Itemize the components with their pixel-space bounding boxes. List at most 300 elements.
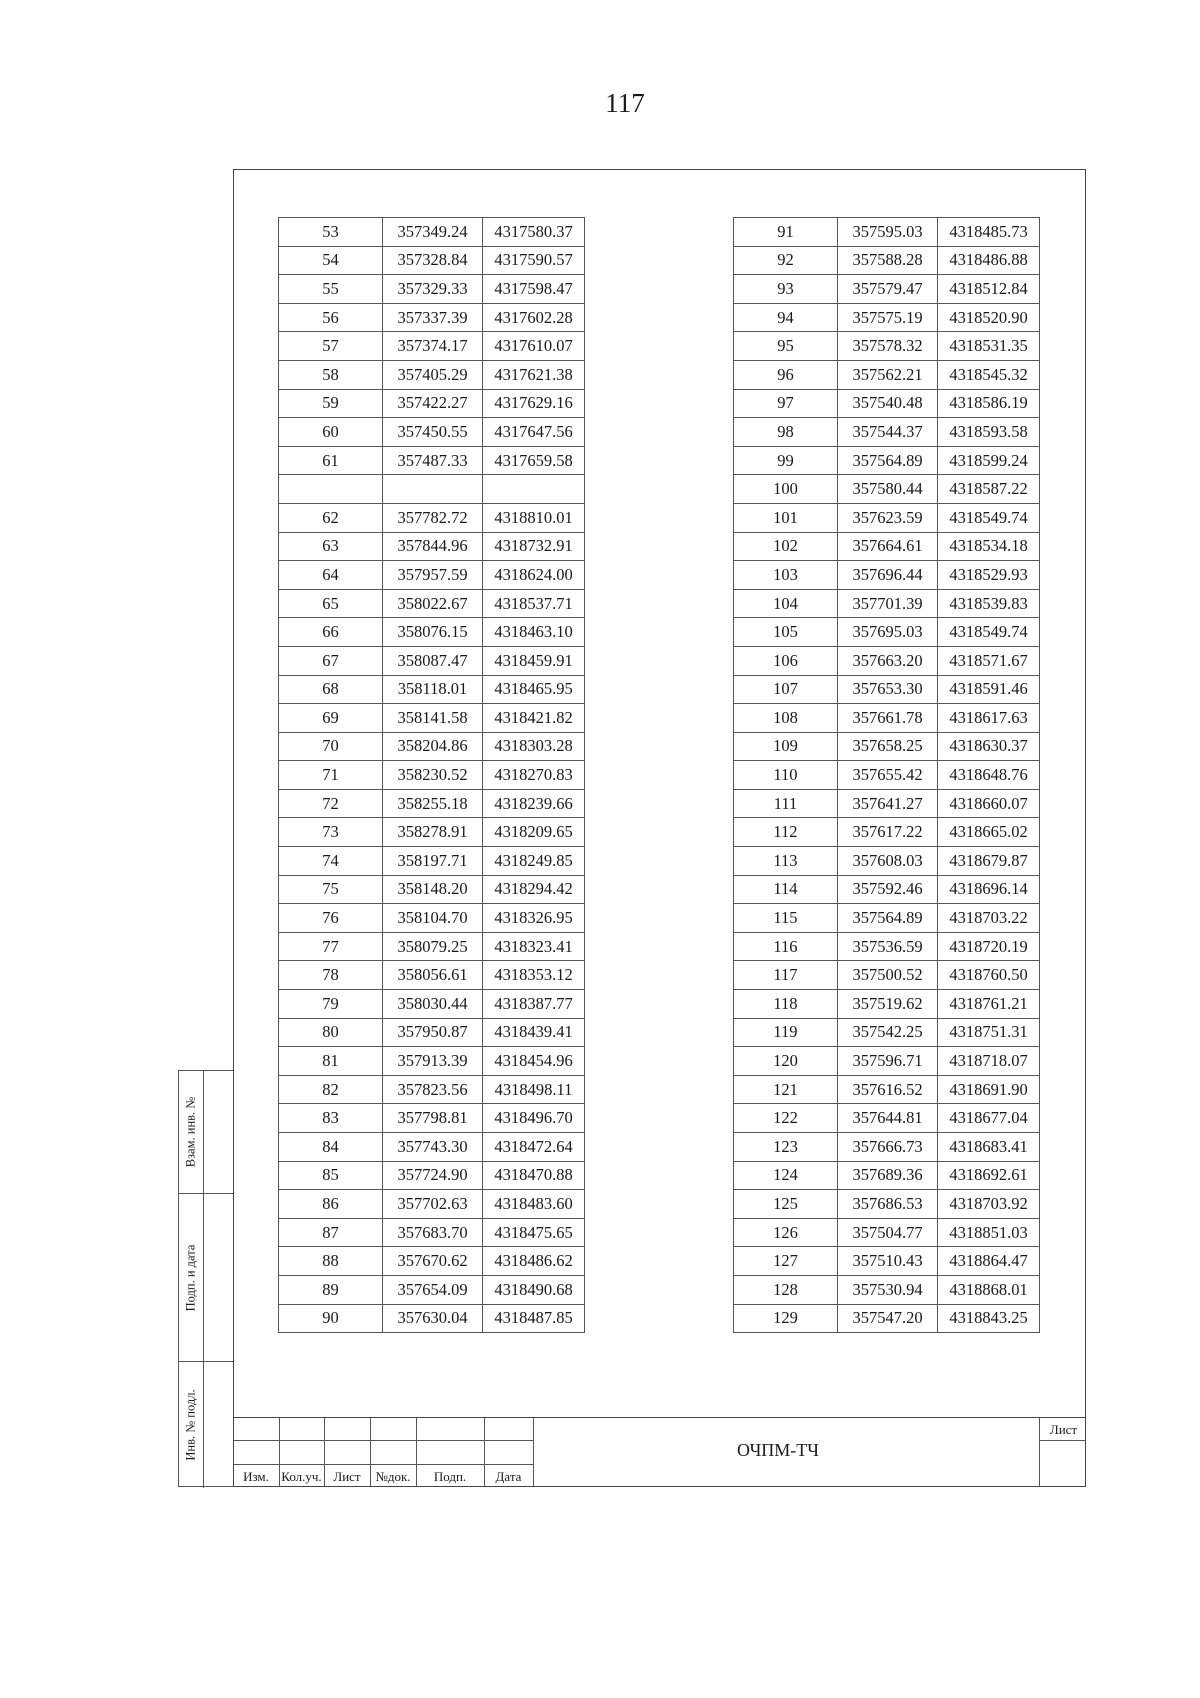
table-row — [279, 904, 585, 933]
y-coordinate-cell: 4318294.42 — [483, 875, 585, 904]
side-cell-inv — [179, 1362, 234, 1488]
point-number-cell: 119 — [734, 1018, 838, 1047]
point-number-cell: 58 — [279, 360, 383, 389]
x-coordinate-cell: 357913.39 — [383, 1047, 483, 1076]
x-coordinate-cell: 357623.59 — [838, 503, 938, 532]
y-coordinate-cell: 4318630.37 — [938, 732, 1040, 761]
point-number-cell: 87 — [279, 1218, 383, 1247]
y-coordinate-cell: 4318454.96 — [483, 1047, 585, 1076]
x-coordinate-cell: 357683.70 — [383, 1218, 483, 1247]
point-number-cell: 60 — [279, 418, 383, 447]
y-coordinate-cell: 4318703.92 — [938, 1190, 1040, 1219]
table-row — [734, 1133, 1040, 1162]
y-coordinate-cell: 4318537.71 — [483, 589, 585, 618]
point-number-cell: 92 — [734, 246, 838, 275]
point-number-cell: 117 — [734, 961, 838, 990]
y-coordinate-cell: 4318761.21 — [938, 990, 1040, 1019]
table-row — [734, 961, 1040, 990]
x-coordinate-cell: 357562.21 — [838, 360, 938, 389]
x-coordinate-cell: 358056.61 — [383, 961, 483, 990]
x-coordinate-cell: 357950.87 — [383, 1018, 483, 1047]
x-coordinate-cell — [383, 475, 483, 504]
point-number-cell: 93 — [734, 275, 838, 304]
x-coordinate-cell: 358079.25 — [383, 932, 483, 961]
x-coordinate-cell: 358278.91 — [383, 818, 483, 847]
x-coordinate-cell: 357450.55 — [383, 418, 483, 447]
point-number-cell: 53 — [279, 218, 383, 247]
table-row — [734, 875, 1040, 904]
stamp-list: Лист — [333, 1469, 361, 1484]
x-coordinate-cell: 357487.33 — [383, 446, 483, 475]
table-row — [279, 1304, 585, 1333]
x-coordinate-cell: 357422.27 — [383, 389, 483, 418]
x-coordinate-cell: 357519.62 — [838, 990, 938, 1019]
x-coordinate-cell: 357823.56 — [383, 1075, 483, 1104]
point-number-cell: 121 — [734, 1075, 838, 1104]
document-code: ОЧПМ-ТЧ — [737, 1440, 819, 1460]
table-row — [734, 1275, 1040, 1304]
x-coordinate-cell: 357575.19 — [838, 303, 938, 332]
y-coordinate-cell: 4318718.07 — [938, 1047, 1040, 1076]
x-coordinate-cell: 357617.22 — [838, 818, 938, 847]
table-row — [279, 360, 585, 389]
table-row — [279, 1161, 585, 1190]
point-number-cell: 101 — [734, 503, 838, 532]
x-coordinate-cell: 357686.53 — [838, 1190, 938, 1219]
x-coordinate-cell: 357540.48 — [838, 389, 938, 418]
y-coordinate-cell: 4318475.65 — [483, 1218, 585, 1247]
point-number-cell: 104 — [734, 589, 838, 618]
table-row — [279, 646, 585, 675]
point-number-cell: 57 — [279, 332, 383, 361]
point-number-cell: 72 — [279, 789, 383, 818]
y-coordinate-cell: 4318472.64 — [483, 1133, 585, 1162]
x-coordinate-cell: 357547.20 — [838, 1304, 938, 1333]
table-row — [734, 1218, 1040, 1247]
table-row — [279, 818, 585, 847]
x-coordinate-cell: 357530.94 — [838, 1275, 938, 1304]
point-number-cell: 94 — [734, 303, 838, 332]
y-coordinate-cell: 4318586.19 — [938, 389, 1040, 418]
point-number-cell: 78 — [279, 961, 383, 990]
x-coordinate-cell: 357724.90 — [383, 1161, 483, 1190]
point-number-cell: 111 — [734, 789, 838, 818]
table-row — [734, 1047, 1040, 1076]
y-coordinate-cell: 4317610.07 — [483, 332, 585, 361]
table-row — [734, 646, 1040, 675]
x-coordinate-cell: 357616.52 — [838, 1075, 938, 1104]
table-row — [734, 218, 1040, 247]
y-coordinate-cell: 4318421.82 — [483, 704, 585, 733]
x-coordinate-cell: 357544.37 — [838, 418, 938, 447]
y-coordinate-cell: 4318545.32 — [938, 360, 1040, 389]
point-number-cell: 86 — [279, 1190, 383, 1219]
table-row — [734, 503, 1040, 532]
y-coordinate-cell: 4317659.58 — [483, 446, 585, 475]
x-coordinate-cell: 357844.96 — [383, 532, 483, 561]
y-coordinate-cell: 4318648.76 — [938, 761, 1040, 790]
point-number-cell: 107 — [734, 675, 838, 704]
point-number-cell: 64 — [279, 561, 383, 590]
point-number-cell: 62 — [279, 503, 383, 532]
x-coordinate-cell: 357798.81 — [383, 1104, 483, 1133]
point-number-cell: 115 — [734, 904, 838, 933]
point-number-cell: 120 — [734, 1047, 838, 1076]
table-row — [734, 246, 1040, 275]
y-coordinate-cell: 4318571.67 — [938, 646, 1040, 675]
point-number-cell: 128 — [734, 1275, 838, 1304]
table-row — [734, 1247, 1040, 1276]
side-cell-podp — [179, 1194, 234, 1362]
table-row — [279, 532, 585, 561]
stamp-podp: Подп. — [433, 1469, 467, 1484]
table-row — [734, 1104, 1040, 1133]
table-row — [734, 1075, 1040, 1104]
point-number-cell: 109 — [734, 732, 838, 761]
y-coordinate-cell: 4318470.88 — [483, 1161, 585, 1190]
point-number-cell: 99 — [734, 446, 838, 475]
table-row — [279, 1047, 585, 1076]
x-coordinate-cell: 357655.42 — [838, 761, 938, 790]
table-row — [279, 1133, 585, 1162]
point-number-cell: 56 — [279, 303, 383, 332]
point-number-cell: 100 — [734, 475, 838, 504]
x-coordinate-cell: 357564.89 — [838, 446, 938, 475]
stamp-izm: Изм. — [243, 1469, 269, 1484]
x-coordinate-cell: 357663.20 — [838, 646, 938, 675]
side-label-inv: Инв. № подл. — [183, 1389, 198, 1461]
x-coordinate-cell: 357608.03 — [838, 847, 938, 876]
table-row — [279, 589, 585, 618]
y-coordinate-cell: 4318387.77 — [483, 990, 585, 1019]
x-coordinate-cell: 357661.78 — [838, 704, 938, 733]
y-coordinate-cell: 4318679.87 — [938, 847, 1040, 876]
point-number-cell: 95 — [734, 332, 838, 361]
y-coordinate-cell: 4318487.85 — [483, 1304, 585, 1333]
y-coordinate-cell: 4318353.12 — [483, 961, 585, 990]
y-coordinate-cell: 4318485.73 — [938, 218, 1040, 247]
point-number-cell: 122 — [734, 1104, 838, 1133]
x-coordinate-cell: 357782.72 — [383, 503, 483, 532]
x-coordinate-cell: 357696.44 — [838, 561, 938, 590]
point-number-cell: 83 — [279, 1104, 383, 1133]
x-coordinate-cell: 357695.03 — [838, 618, 938, 647]
coordinates-table-left — [278, 217, 585, 1333]
table-row — [279, 789, 585, 818]
x-coordinate-cell: 357504.77 — [838, 1218, 938, 1247]
y-coordinate-cell: 4318677.04 — [938, 1104, 1040, 1133]
table-row — [734, 818, 1040, 847]
x-coordinate-cell: 357595.03 — [838, 218, 938, 247]
point-number-cell: 67 — [279, 646, 383, 675]
table-row — [734, 446, 1040, 475]
table-row — [279, 990, 585, 1019]
x-coordinate-cell: 358230.52 — [383, 761, 483, 790]
x-coordinate-cell: 357666.73 — [838, 1133, 938, 1162]
y-coordinate-cell: 4318534.18 — [938, 532, 1040, 561]
point-number-cell: 102 — [734, 532, 838, 561]
table-row — [279, 218, 585, 247]
x-coordinate-cell: 357658.25 — [838, 732, 938, 761]
x-coordinate-cell: 357329.33 — [383, 275, 483, 304]
point-number-cell: 81 — [279, 1047, 383, 1076]
table-row — [279, 418, 585, 447]
point-number-cell: 123 — [734, 1133, 838, 1162]
x-coordinate-cell: 357670.62 — [383, 1247, 483, 1276]
point-number-cell: 116 — [734, 932, 838, 961]
point-number-cell: 124 — [734, 1161, 838, 1190]
stamp-ndok: №док. — [375, 1469, 411, 1484]
x-coordinate-cell: 357536.59 — [838, 932, 938, 961]
y-coordinate-cell: 4318549.74 — [938, 618, 1040, 647]
side-cell-vzam — [179, 1071, 234, 1194]
x-coordinate-cell: 357579.47 — [838, 275, 938, 304]
point-number-cell: 127 — [734, 1247, 838, 1276]
x-coordinate-cell: 357580.44 — [838, 475, 938, 504]
sheet-label: Лист — [1049, 1422, 1078, 1437]
table-row — [734, 1018, 1040, 1047]
y-coordinate-cell: 4318496.70 — [483, 1104, 585, 1133]
table-row — [734, 1304, 1040, 1333]
y-coordinate-cell: 4318864.47 — [938, 1247, 1040, 1276]
table-row — [279, 1218, 585, 1247]
x-coordinate-cell: 357743.30 — [383, 1133, 483, 1162]
point-number-cell: 105 — [734, 618, 838, 647]
x-coordinate-cell: 357701.39 — [838, 589, 938, 618]
point-number-cell: 103 — [734, 561, 838, 590]
table-row — [279, 1247, 585, 1276]
y-coordinate-cell: 4318459.91 — [483, 646, 585, 675]
side-strip — [178, 1070, 233, 1487]
table-row — [279, 675, 585, 704]
y-coordinate-cell: 4317629.16 — [483, 389, 585, 418]
y-coordinate-cell: 4317647.56 — [483, 418, 585, 447]
y-coordinate-cell: 4318270.83 — [483, 761, 585, 790]
side-label-vzam: Взам. инв. № — [183, 1096, 198, 1168]
y-coordinate-cell: 4317602.28 — [483, 303, 585, 332]
point-number-cell: 66 — [279, 618, 383, 647]
stamp-data: Дата — [495, 1469, 522, 1484]
table-row — [734, 589, 1040, 618]
point-number-cell: 85 — [279, 1161, 383, 1190]
x-coordinate-cell: 357578.32 — [838, 332, 938, 361]
x-coordinate-cell: 357588.28 — [838, 246, 938, 275]
point-number-cell: 59 — [279, 389, 383, 418]
point-number-cell: 77 — [279, 932, 383, 961]
y-coordinate-cell: 4318209.65 — [483, 818, 585, 847]
y-coordinate-cell: 4318720.19 — [938, 932, 1040, 961]
table-row — [279, 732, 585, 761]
table-row — [279, 618, 585, 647]
y-coordinate-cell: 4318593.58 — [938, 418, 1040, 447]
y-coordinate-cell: 4318486.88 — [938, 246, 1040, 275]
x-coordinate-cell: 358030.44 — [383, 990, 483, 1019]
y-coordinate-cell: 4318529.93 — [938, 561, 1040, 590]
point-number-cell: 118 — [734, 990, 838, 1019]
x-coordinate-cell: 357510.43 — [838, 1247, 938, 1276]
y-coordinate-cell: 4318703.22 — [938, 904, 1040, 933]
table-row — [279, 303, 585, 332]
table-row — [279, 932, 585, 961]
x-coordinate-cell: 358076.15 — [383, 618, 483, 647]
y-coordinate-cell: 4318760.50 — [938, 961, 1040, 990]
point-number-cell: 73 — [279, 818, 383, 847]
y-coordinate-cell: 4318665.02 — [938, 818, 1040, 847]
point-number-cell: 112 — [734, 818, 838, 847]
y-coordinate-cell: 4318512.84 — [938, 275, 1040, 304]
point-number-cell: 90 — [279, 1304, 383, 1333]
x-coordinate-cell: 357500.52 — [838, 961, 938, 990]
table-row — [279, 761, 585, 790]
table-row — [734, 732, 1040, 761]
x-coordinate-cell: 357542.25 — [838, 1018, 938, 1047]
x-coordinate-cell: 358104.70 — [383, 904, 483, 933]
side-label-podp: Подп. и дата — [183, 1244, 198, 1311]
table-row — [279, 275, 585, 304]
y-coordinate-cell: 4318498.11 — [483, 1075, 585, 1104]
y-coordinate-cell: 4318465.95 — [483, 675, 585, 704]
table-row — [734, 932, 1040, 961]
table-row — [734, 475, 1040, 504]
y-coordinate-cell: 4318868.01 — [938, 1275, 1040, 1304]
table-row — [279, 475, 585, 504]
table-row — [279, 875, 585, 904]
x-coordinate-cell: 357654.09 — [383, 1275, 483, 1304]
point-number-cell: 108 — [734, 704, 838, 733]
y-coordinate-cell: 4318483.60 — [483, 1190, 585, 1219]
y-coordinate-cell: 4318539.83 — [938, 589, 1040, 618]
y-coordinate-cell: 4318239.66 — [483, 789, 585, 818]
x-coordinate-cell: 357349.24 — [383, 218, 483, 247]
point-number-cell: 69 — [279, 704, 383, 733]
title-block — [233, 1417, 1086, 1487]
y-coordinate-cell: 4318591.46 — [938, 675, 1040, 704]
y-coordinate-cell: 4318692.61 — [938, 1161, 1040, 1190]
y-coordinate-cell: 4317621.38 — [483, 360, 585, 389]
point-number-cell: 82 — [279, 1075, 383, 1104]
y-coordinate-cell: 4318751.31 — [938, 1018, 1040, 1047]
table-row — [279, 332, 585, 361]
point-number-cell: 70 — [279, 732, 383, 761]
table-row — [734, 1190, 1040, 1219]
y-coordinate-cell: 4318660.07 — [938, 789, 1040, 818]
table-row — [279, 503, 585, 532]
table-row — [734, 618, 1040, 647]
y-coordinate-cell: 4318599.24 — [938, 446, 1040, 475]
table-row — [734, 532, 1040, 561]
table-row — [734, 303, 1040, 332]
table-row — [279, 961, 585, 990]
y-coordinate-cell: 4318463.10 — [483, 618, 585, 647]
table-row — [279, 1104, 585, 1133]
point-number-cell — [279, 475, 383, 504]
y-coordinate-cell: 4318851.03 — [938, 1218, 1040, 1247]
table-row — [279, 847, 585, 876]
table-row — [734, 789, 1040, 818]
page-number: 117 — [605, 88, 645, 118]
table-row — [734, 761, 1040, 790]
y-coordinate-cell: 4318843.25 — [938, 1304, 1040, 1333]
x-coordinate-cell: 357957.59 — [383, 561, 483, 590]
point-number-cell: 75 — [279, 875, 383, 904]
y-coordinate-cell: 4318439.41 — [483, 1018, 585, 1047]
point-number-cell: 80 — [279, 1018, 383, 1047]
table-row — [734, 1161, 1040, 1190]
y-coordinate-cell: 4317580.37 — [483, 218, 585, 247]
point-number-cell: 71 — [279, 761, 383, 790]
y-coordinate-cell: 4317598.47 — [483, 275, 585, 304]
x-coordinate-cell: 357374.17 — [383, 332, 483, 361]
x-coordinate-cell: 358148.20 — [383, 875, 483, 904]
point-number-cell: 89 — [279, 1275, 383, 1304]
x-coordinate-cell: 357664.61 — [838, 532, 938, 561]
point-number-cell: 98 — [734, 418, 838, 447]
table-row — [279, 1075, 585, 1104]
table-row — [279, 704, 585, 733]
y-coordinate-cell: 4318732.91 — [483, 532, 585, 561]
y-coordinate-cell — [483, 475, 585, 504]
point-number-cell: 55 — [279, 275, 383, 304]
y-coordinate-cell: 4318691.90 — [938, 1075, 1040, 1104]
table-row — [279, 389, 585, 418]
point-number-cell: 114 — [734, 875, 838, 904]
coordinates-table-right — [733, 217, 1040, 1333]
point-number-cell: 91 — [734, 218, 838, 247]
x-coordinate-cell: 357592.46 — [838, 875, 938, 904]
x-coordinate-cell: 357405.29 — [383, 360, 483, 389]
table-row — [734, 332, 1040, 361]
x-coordinate-cell: 358204.86 — [383, 732, 483, 761]
table-row — [734, 990, 1040, 1019]
y-coordinate-cell: 4317590.57 — [483, 246, 585, 275]
point-number-cell: 96 — [734, 360, 838, 389]
x-coordinate-cell: 357337.39 — [383, 303, 483, 332]
table-row — [279, 561, 585, 590]
table-row — [279, 1190, 585, 1219]
point-number-cell: 79 — [279, 990, 383, 1019]
point-number-cell: 126 — [734, 1218, 838, 1247]
point-number-cell: 125 — [734, 1190, 838, 1219]
y-coordinate-cell: 4318531.35 — [938, 332, 1040, 361]
x-coordinate-cell: 357328.84 — [383, 246, 483, 275]
y-coordinate-cell: 4318617.63 — [938, 704, 1040, 733]
point-number-cell: 110 — [734, 761, 838, 790]
point-number-cell: 63 — [279, 532, 383, 561]
table-row — [734, 847, 1040, 876]
point-number-cell: 54 — [279, 246, 383, 275]
point-number-cell: 84 — [279, 1133, 383, 1162]
table-row — [734, 904, 1040, 933]
x-coordinate-cell: 357596.71 — [838, 1047, 938, 1076]
x-coordinate-cell: 358087.47 — [383, 646, 483, 675]
x-coordinate-cell: 357564.89 — [838, 904, 938, 933]
x-coordinate-cell: 357702.63 — [383, 1190, 483, 1219]
y-coordinate-cell: 4318303.28 — [483, 732, 585, 761]
x-coordinate-cell: 357641.27 — [838, 789, 938, 818]
x-coordinate-cell: 358022.67 — [383, 589, 483, 618]
y-coordinate-cell: 4318624.00 — [483, 561, 585, 590]
table-row — [279, 446, 585, 475]
table-row — [734, 360, 1040, 389]
table-row — [734, 389, 1040, 418]
point-number-cell: 74 — [279, 847, 383, 876]
table-row — [734, 418, 1040, 447]
x-coordinate-cell: 358118.01 — [383, 675, 483, 704]
x-coordinate-cell: 357653.30 — [838, 675, 938, 704]
y-coordinate-cell: 4318490.68 — [483, 1275, 585, 1304]
table-row — [279, 1275, 585, 1304]
table-row — [279, 1018, 585, 1047]
